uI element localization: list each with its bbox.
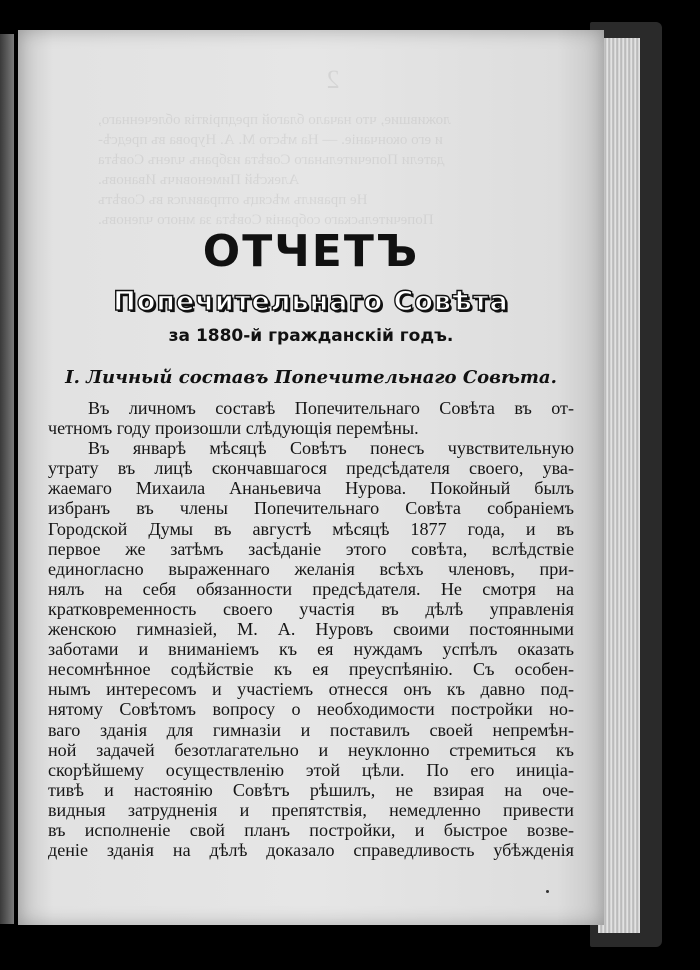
text-line: нятому Совѣтомъ вопросу о необходимости постройки но- [48, 699, 574, 720]
text-line: Городской Думы въ августѣ мѣсяцѣ 1877 года, и въ [48, 518, 574, 539]
text-line: единогласно выраженнаго желанія всѣхъ членовъ, при- [48, 558, 574, 579]
text-line: избранъ въ члены Попечительнаго Совѣта собраніемъ [48, 498, 574, 519]
report-title: ОТЧЕТЪ [202, 226, 420, 277]
section-heading: I. Личный составъ Попечительнаго Совѣта. [65, 367, 557, 388]
text-line: видныя затрудненія и препятствія, немедленно привести [48, 799, 574, 820]
bleed-through-text: 2 ложившие, что начало благой предпріятія облеченнаго, и его окончаніе. — На мѣсто М. А. Нурова въ предсѣ- датели Попечительнаго Совѣта избранъ членъ Совѣта Алексѣй Пименовичъ Ивановъ. Не правилъ мѣсяцъ отправился въ Совѣтъ Попечительскаго собранія Совѣта за много членовъ. [98, 65, 451, 228]
scan-speck [546, 890, 549, 893]
text-line: деніе зданія на дѣлѣ доказало справедливость убѣжденія [48, 840, 574, 861]
adjacent-page-edge [0, 34, 14, 924]
page-stack-edges [598, 38, 640, 933]
text-line: нымъ интересомъ и участіемъ отнесся онъ къ давно под- [48, 679, 574, 700]
page-content [18, 30, 604, 925]
report-year: за 1880-й гражданскій годъ. [168, 326, 454, 346]
text-line: кратковременность своего участія въ дѣлѣ управленія [48, 598, 574, 619]
text-line: Въ личномъ составѣ Попечительнаго Совѣта въ от- [88, 398, 574, 418]
text-line: первое же затѣмъ засѣданіе этого совѣта, вслѣдствіе [48, 538, 574, 559]
paragraph-1 [48, 398, 574, 438]
text-line: ной задачей безотлагательно и неуклонно стремиться къ [48, 739, 574, 760]
body-text [48, 398, 574, 860]
text-line: въ исполненіе свой планъ постройки, и быстрое возве- [48, 819, 574, 840]
text-line: четномъ году произошли слѣдующія перемѣны. [48, 418, 419, 439]
text-line: утрату въ лицѣ скончавшагося предсѣдателя своего, ува- [48, 458, 574, 479]
report-subtitle: Попечительнаго Совѣта [113, 286, 509, 317]
text-line: скорѣйшему осуществленію этой цѣли. По его иниціа- [48, 759, 574, 780]
text-line: нялъ на себя обязанности предсѣдателя. Не смотря на [48, 578, 574, 599]
text-line: несомнѣнное содѣйствіе къ ея преуспѣянію. Съ особен- [48, 659, 574, 680]
text-line: женскою гимназіей, М. А. Нуровъ своими постоянными [48, 619, 574, 640]
text-line: тивѣ и настоянію Совѣтъ рѣшилъ, не взирая на оче- [48, 779, 574, 800]
text-line: жаемаго Михаила Ананьевича Нурова. Покойный былъ [48, 478, 574, 499]
text-line: заботами и вниманіемъ къ ея нуждамъ успѣлъ оказать [48, 639, 574, 660]
paragraph-2 [48, 438, 574, 860]
text-line: ваго зданія для гимназіи и поставилъ своей непремѣн- [48, 719, 574, 740]
book-page [18, 30, 604, 925]
text-line: Въ январѣ мѣсяцѣ Совѣтъ понесъ чувствительную [88, 438, 574, 459]
